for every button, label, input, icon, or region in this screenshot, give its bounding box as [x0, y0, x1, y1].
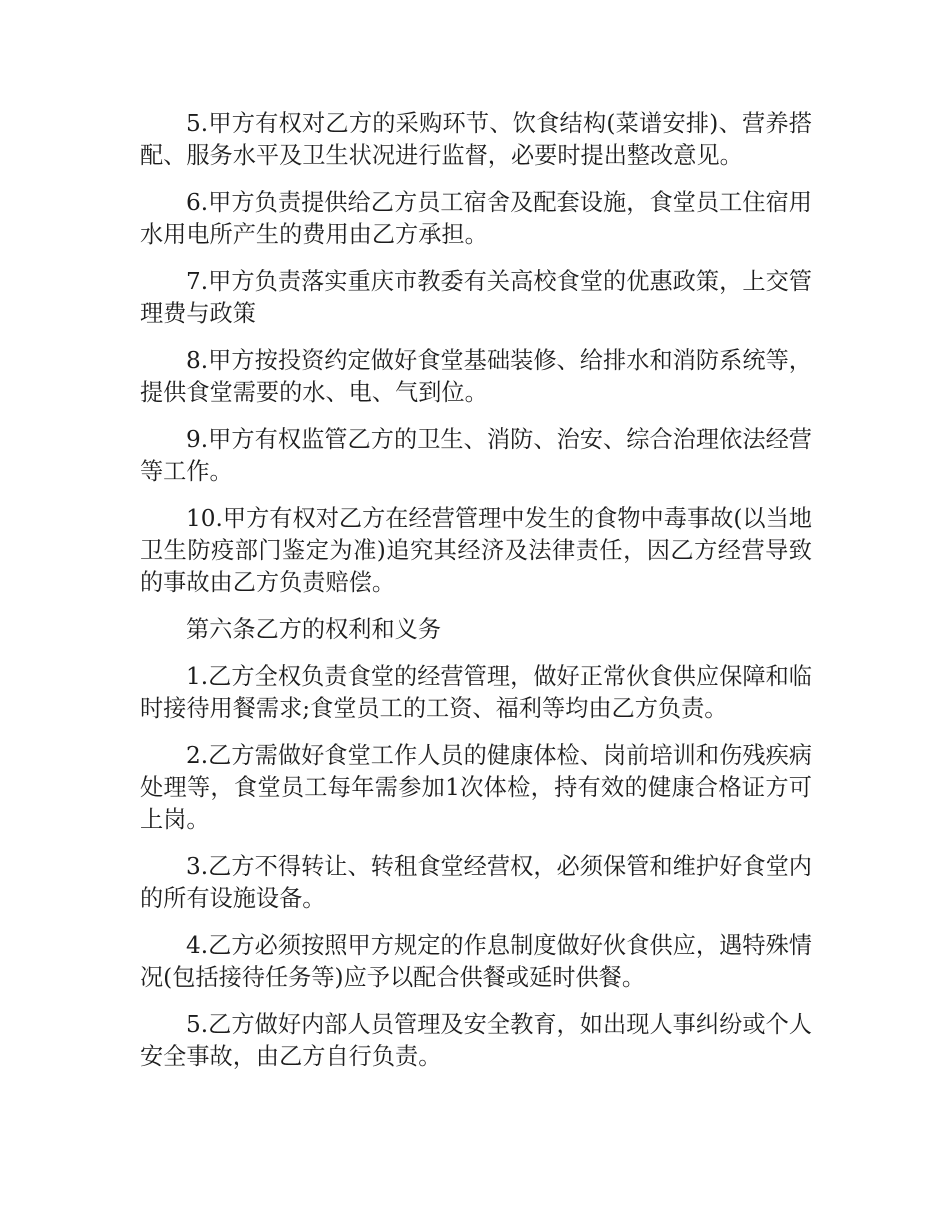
clause-party-a-5: 5.甲方有权对乙方的采购环节、饮食结构(菜谱安排)、营养搭配、服务水平及卫生状况进行监督，必要时提出整改意见。 [140, 110, 812, 169]
article-6-heading: 第六条乙方的权利和义务 [186, 616, 442, 643]
clause-party-b-5: 5.乙方做好内部人员管理及安全教育，如出现人事纠纷或个人安全事故，由乙方自行负责。 [140, 1011, 812, 1070]
document-page [140, 108, 812, 1088]
clause-party-a-10: 10.甲方有权对乙方在经营管理中发生的食物中毒事故(以当地卫生防疫部门鉴定为准)追究其经济及法律责任，因乙方经营导致的事故由乙方负责赔偿。 [140, 505, 812, 596]
clause-party-b-1: 1.乙方全权负责食堂的经营管理，做好正常伙食供应保障和临时接待用餐需求;食堂员工的工资、福利等均由乙方负责。 [140, 663, 812, 722]
clause-party-a-7: 7.甲方负责落实重庆市教委有关高校食堂的优惠政策，上交管理费与政策 [140, 268, 812, 327]
clause-party-a-8: 8.甲方按投资约定做好食堂基础装修、给排水和消防系统等，提供食堂需要的水、电、气到位。 [140, 347, 812, 406]
clause-party-b-4: 4.乙方必须按照甲方规定的作息制度做好伙食供应，遇特殊情况(包括接待任务等)应予以配合供餐或延时供餐。 [140, 932, 812, 991]
clause-party-a-9: 9.甲方有权监管乙方的卫生、消防、治安、综合治理依法经营等工作。 [140, 426, 812, 485]
clause-party-b-3: 3.乙方不得转让、转租食堂经营权，必须保管和维护好食堂内的所有设施设备。 [140, 853, 812, 912]
clause-party-a-6: 6.甲方负责提供给乙方员工宿舍及配套设施，食堂员工住宿用水用电所产生的费用由乙方承担。 [140, 189, 812, 248]
clause-party-b-2: 2.乙方需做好食堂工作人员的健康体检、岗前培训和伤残疾病处理等，食堂员工每年需参加1次体检，持有效的健康合格证方可上岗。 [140, 742, 812, 833]
